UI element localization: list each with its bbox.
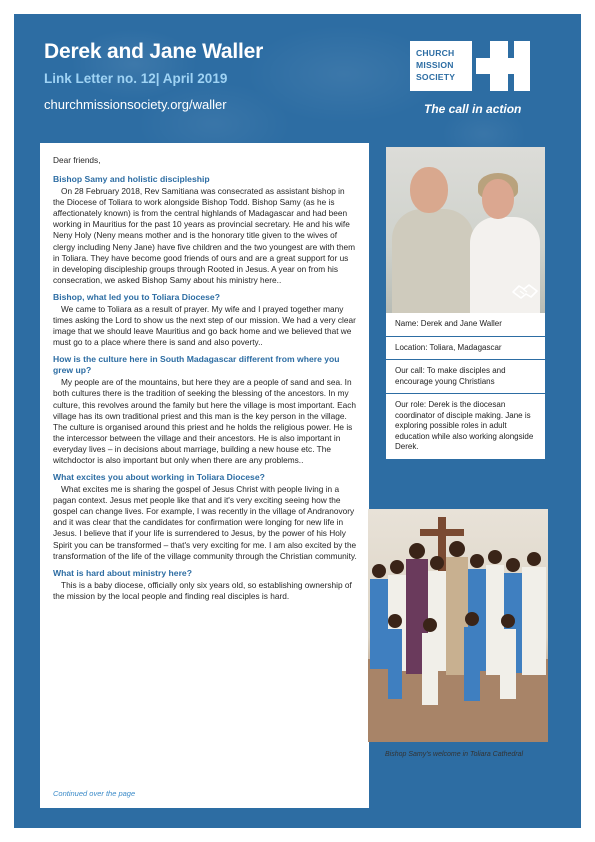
- cathedral-photo: [368, 509, 548, 742]
- section-paragraph: We came to Toliara as a result of prayer. My wife and I prayed together many times asking the Lord to show us the next step of our mission. We had a very clear image that we should leave Mauritius and go back home and we believed that we must go to a place where there is sand and also poverty..: [53, 303, 356, 348]
- section-heading: Bishop, what led you to Toliara Diocese?: [53, 291, 220, 302]
- cross-arm: [420, 529, 464, 536]
- person-head: [410, 167, 448, 213]
- logo-line-1: CHURCH: [416, 48, 455, 58]
- logo-cross-bar-icon: [490, 41, 508, 91]
- cathedral-scene: [368, 509, 548, 742]
- info-name: Name: Derek and Jane Waller: [386, 313, 545, 337]
- info-call: Our call: To make disciples and encourage young Christians: [386, 360, 545, 394]
- section-paragraph: On 28 February 2018, Rev Samitiana was consecrated as assistant bishop in the Diocese of Toliara to work alongside Bishop Todd. Bishop Samy (as he is affectionately known) is from the central highlands of Madagascar and had been working in Mauritius for the past 10 years as provincial secretary. He and his wife Neny Holy (Neny means mother and is the honorary title given to the wives of clergy including Neny Jane) have five children and the two youngest are with them in Toliara. They have become good friends of ours and are a great support for us in developing discipleship groups through Rooted in Jesus. A year on from his consecration, we asked Bishop Samy about his ministry here..: [53, 186, 356, 285]
- info-panel: [386, 313, 545, 459]
- info-role: Our role: Derek is the diocesan coordinator of disciple making. Jane is exploring possible roles in adult education while also working alongside Derek.: [395, 400, 534, 451]
- section-heading: Bishop Samy and holistic discipleship: [53, 174, 210, 185]
- photo-caption: Bishop Samy's welcome in Toliara Cathedral: [385, 751, 524, 758]
- letter-subtitle: Link Letter no. 12| April 2019: [44, 71, 228, 86]
- handshake-icon: [511, 280, 539, 302]
- page-title: Derek and Jane Waller: [44, 40, 264, 63]
- section-heading: What excites you about working in Toliara Diocese?: [53, 472, 265, 483]
- logo-line-2: MISSION: [416, 60, 454, 70]
- continued-note: Continued over the page: [53, 789, 136, 798]
- letter-body: [40, 143, 369, 808]
- section-paragraph: My people are of the mountains, but here they are a people of sand and sea. In both cultures there is the tradition of seeking the blessing of the ancestors. In my culture, this revolves around the family but here the village is most important. Each village has its own traditional priest and this man is the key person in the village. The culture is organised around this priest and he holds the religious power. He is the intercessor between the village and their ancestors. He is also important in everyday lives – in decisions about marriage, building a new house etc. The witchdoctor is also important but only when there are any problems..: [53, 377, 356, 465]
- section-heading: What is hard about ministry here?: [53, 567, 192, 578]
- section-paragraph: What excites me is sharing the gospel of Jesus Christ with people living in a pagan context. Jesus met people like that and it's very exciting seeing how the gospel can change lives. For example, I was recently in the village of Andranovory and it was clear that the candidates for confirmation were longing for new life in Jesus. I believe that if your life is surrendered to Jesus, by the power of his Holy Spirit you can be transformed – that's very exciting for me. I am also excited by the transformation of the life of the village community through the Christian community.: [53, 484, 357, 561]
- info-location: Location: Toliara, Madagascar: [386, 337, 545, 361]
- logo-wordmark: [410, 41, 472, 91]
- tagline: The call in action: [424, 102, 522, 116]
- logo-cross-end-icon: [514, 41, 530, 91]
- section-heading: How is the culture here in South Madagascar different from where you grew up?: [53, 354, 340, 376]
- logo-line-3: SOCIETY: [416, 72, 456, 82]
- greeting: Dear friends,: [53, 155, 101, 165]
- person-figure: [392, 209, 474, 313]
- section-paragraph: This is a baby diocese, officially only six years old, so establishing ownership of the mission by the local people and finding real disciples is hard.: [53, 579, 352, 601]
- person-head: [482, 179, 514, 219]
- website-link[interactable]: churchmissionsociety.org/waller: [44, 97, 227, 112]
- cms-logo: [410, 41, 538, 91]
